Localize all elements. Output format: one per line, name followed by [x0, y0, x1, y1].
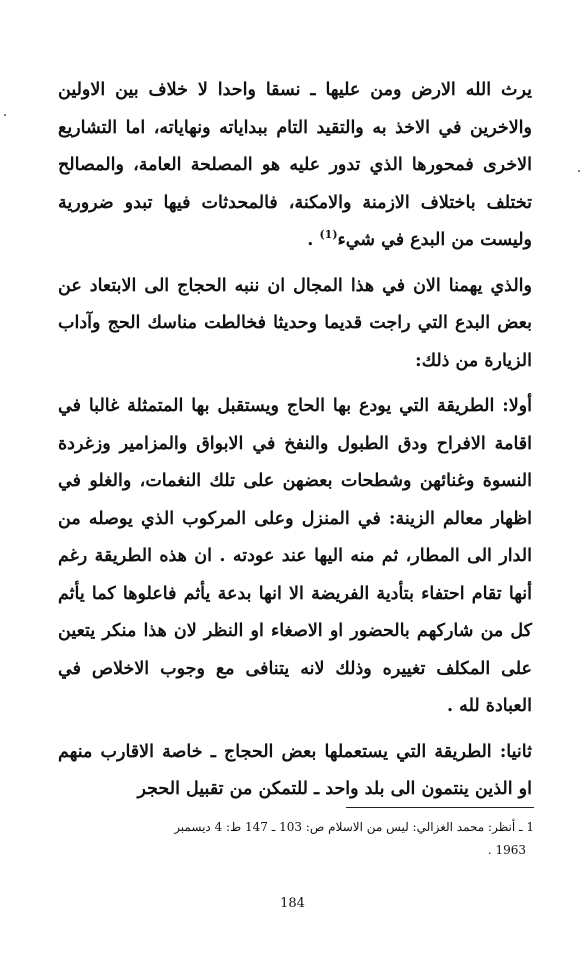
footnote-line-1: 1 ـ أنظر: محمد الغزالي: ليس من الاسلام ص: 103 ـ 147 ط: 4 ديسمبر [174, 820, 534, 834]
paragraph-3 [58, 388, 532, 726]
footnote-divider [346, 807, 534, 808]
paragraph-1 [58, 72, 532, 260]
footnote [60, 816, 534, 862]
page-number: 184 [280, 896, 305, 911]
paragraph-3-lead: أولا: [494, 396, 532, 416]
paragraph-4-text: الطريقة التي يستعملها بعض الحجاج ـ خاصة الاقارب منهم او الذين ينتمون الى بلد واحد ـ للتمكن من تقبيل الحجر [58, 741, 532, 799]
paragraph-4-lead: ثانيا: [491, 741, 532, 762]
scan-speck [578, 170, 580, 172]
paragraph-4 [58, 734, 532, 809]
paragraph-1-tail: . [307, 230, 320, 250]
scan-speck [4, 114, 6, 116]
footnote-line-2: 1963 . [487, 843, 526, 857]
paragraph-2-text: والذي يهمنا الان في هذا المجال ان ننبه الحجاج الى الابتعاد عن بعض البدع التي راجت قديما وحديثا فخالطت مناسك الحج وآداب الزيارة من ذلك: [58, 275, 532, 371]
paragraph-2 [58, 268, 532, 381]
body-text [58, 72, 532, 809]
paragraph-1-text: يرث الله الارض ومن عليها ـ نسقا واحدا لا خلاف بين الاولين والاخرين في الاخذ به والتقيد التام ببداياته ونهاياته، اما التشاريع الاخرى فمحورها الذي تدور عليه هو المصلحة العامة، والمصالح تختلف باختلاف الازمنة والامكنة، فالمحدثات فيها تبدو ضرورية وليست من البدع في شيء [58, 80, 532, 250]
paragraph-3-text: الطريقة التي يودع بها الحاج ويستقبل بها المتمثلة غالبا في اقامة الافراح ودق الطبول والنفخ في الابواق والمزامير وزغردة النسوة وغنائهن وشطحات بعضهن على تلك النغمات، والغلو في اظهار معالم الزينة: في المنزل وعلى المركوب الذي يوصله من الدار الى المطار، ثم منه اليها عند عودته . ان هذه الطريقة رغم أنها تقام احتفاء بتأدية الفريضة الا انها بدعة يأثم فاعلوها كما يأثم كل من شاركهم بالحضور او الاصغاء او النظر لان هذا منكر يتعين على المكلف تغييره وذلك لانه يتنافى مع وجوب الاخلاص في العبادة لله . [58, 396, 532, 716]
footnote-reference: (1) [319, 228, 338, 242]
